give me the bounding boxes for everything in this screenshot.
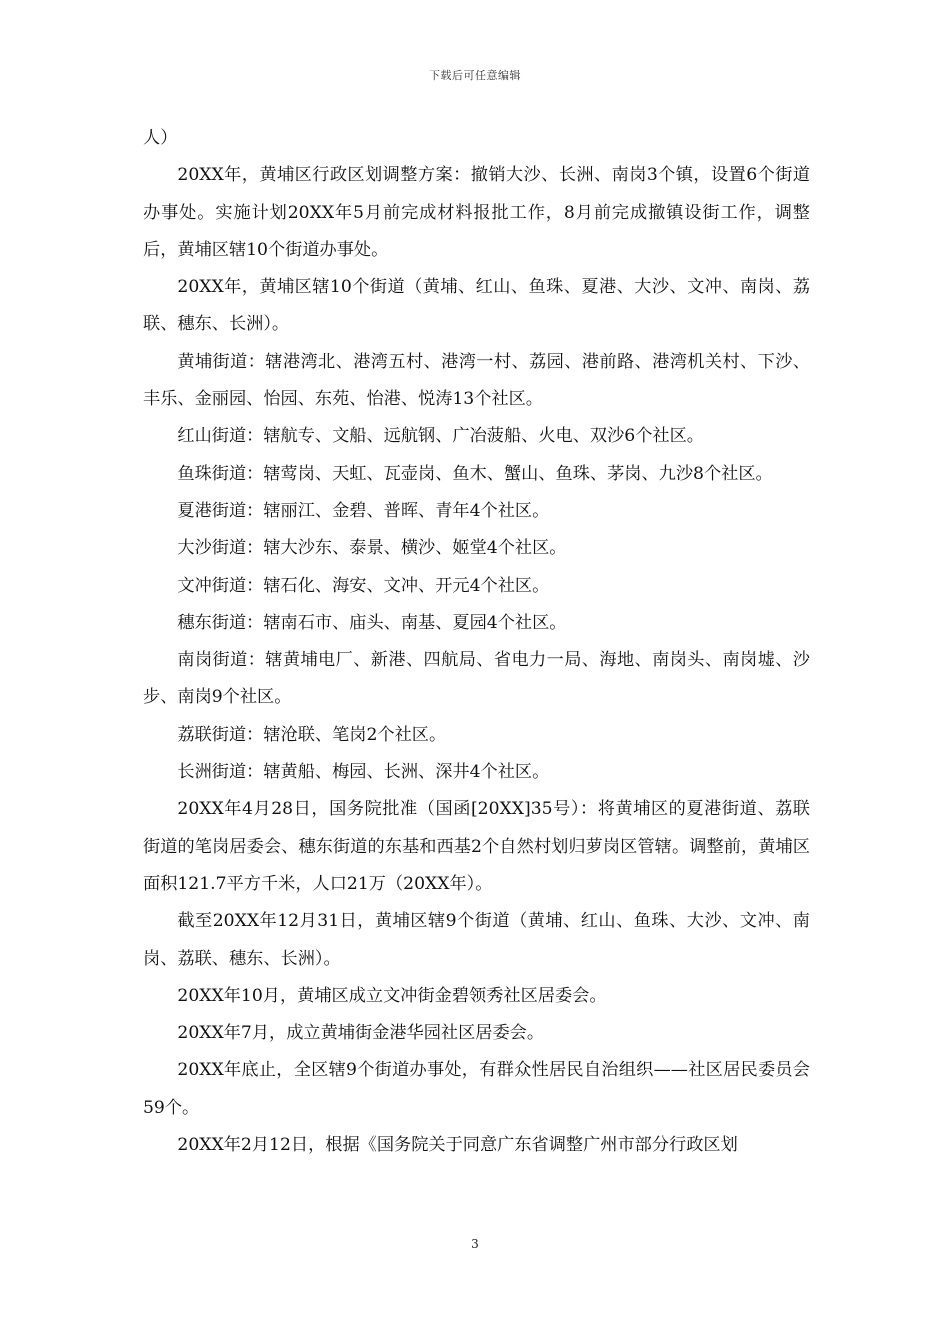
paragraph: 荔联街道：辖沧联、笔岗2个社区。 bbox=[177, 724, 447, 745]
paragraph: 20XX年，黄埔区行政区划调整方案：撤销大沙、长洲、南岗3个镇，设置6个街道办事处。实施计划20XX年5月前完成材料报批工作，8月前完成撤镇设街工作，调整后，黄埔区辖10个街道办事处。 bbox=[143, 165, 810, 260]
paragraph: 鱼珠街道：辖莺岗、天虹、瓦壶岗、鱼木、蟹山、鱼珠、茅岗、九沙8个社区。 bbox=[177, 463, 773, 484]
page-number: 3 bbox=[471, 1237, 479, 1251]
paragraph: 20XX年2月12日，根据《国务院关于同意广东省调整广州市部分行政区划 bbox=[177, 1135, 738, 1156]
paragraph: 大沙街道：辖大沙东、泰景、横沙、姬堂4个社区。 bbox=[177, 538, 567, 559]
paragraph: 红山街道：辖航专、文船、远航钢、广冶菠船、火电、双沙6个社区。 bbox=[177, 426, 704, 447]
paragraph: 截至20XX年12月31日，黄埔区辖9个街道（黄埔、红山、鱼珠、大沙、文冲、南岗、荔联、穗东、长洲）。 bbox=[143, 911, 810, 969]
document-body bbox=[143, 120, 810, 1164]
paragraph: 20XX年底止，全区辖9个街道办事处，有群众性居民自治组织——社区居民委员会59个。 bbox=[143, 1060, 810, 1118]
paragraph: 夏港街道：辖丽江、金碧、普晖、青年4个社区。 bbox=[177, 500, 550, 521]
paragraph: 南岗街道：辖黄埔电厂、新港、四航局、省电力一局、海地、南岗头、南岗墟、沙步、南岗9个社区。 bbox=[143, 650, 810, 708]
paragraph: 穗东街道：辖南石市、庙头、南基、夏园4个社区。 bbox=[177, 612, 567, 633]
paragraph: 20XX年4月28日，国务院批准（国函[20XX]35号）：将黄埔区的夏港街道、荔联街道的笔岗居委会、穗东街道的东基和西基2个自然村划归萝岗区管辖。调整前，黄埔区面积121.7平方千米，人口21万（20XX年）。 bbox=[143, 799, 810, 894]
paragraph: 20XX年7月，成立黄埔街金港华园社区居委会。 bbox=[177, 1023, 545, 1044]
paragraph: 20XX年，黄埔区辖10个街道（黄埔、红山、鱼珠、夏港、大沙、文冲、南岗、荔联、穗东、长洲）。 bbox=[143, 277, 810, 335]
page-header: 下载后可任意编辑 bbox=[429, 69, 521, 82]
paragraph-continuation: 人） bbox=[143, 128, 178, 148]
paragraph: 长洲街道：辖黄船、梅园、长洲、深井4个社区。 bbox=[177, 762, 550, 783]
paragraph: 黄埔街道：辖港湾北、港湾五村、港湾一村、荔园、港前路、港湾机关村、下沙、丰乐、金丽园、怡园、东苑、怡港、悦涛13个社区。 bbox=[143, 351, 810, 410]
paragraph: 文冲街道：辖石化、海安、文冲、开元4个社区。 bbox=[177, 575, 550, 596]
paragraph: 20XX年10月，黄埔区成立文冲街金碧领秀社区居委会。 bbox=[177, 985, 607, 1006]
